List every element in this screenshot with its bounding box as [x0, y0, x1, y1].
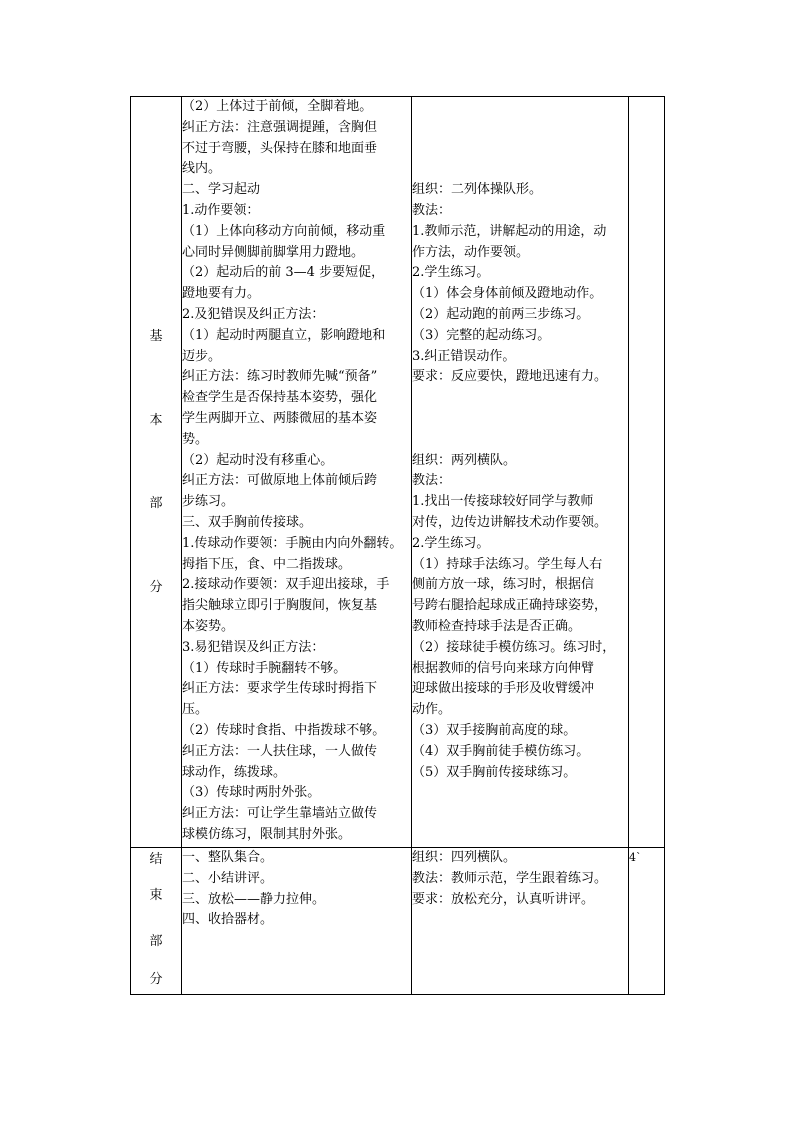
organization-line: （3）双手接胸前高度的球。: [412, 722, 577, 738]
content-line: （2）传球时食指、中指拨球不够。: [182, 722, 386, 738]
content-line: 一、整队集合。: [182, 850, 274, 865]
organization-line: 动作。: [412, 702, 452, 718]
organization-line: （2）起动跑的前两三步练习。: [412, 306, 590, 322]
content-line: 纠正方法：练习时教师先喊“预备”: [182, 369, 378, 385]
content-line: （2）起动时没有移重心。: [182, 452, 334, 468]
ending-org-lines: [412, 848, 628, 910]
content-line: 纠正方法：一人扶住球，一人做传: [182, 743, 378, 759]
basic-content-lines: [182, 97, 411, 846]
ending-section-char-4: 分: [149, 972, 163, 987]
organization-line: 教法：: [412, 473, 452, 489]
content-line: 四、收拾器材。: [182, 912, 274, 928]
ending-section-row: [131, 848, 665, 995]
content-line: （1）起动时两腿直立，影响蹬地和: [182, 327, 386, 343]
content-line: 势。: [182, 431, 209, 447]
basic-section-row: [131, 97, 665, 848]
organization-line: （3）完整的起动练习。: [412, 327, 551, 343]
basic-org-block-startup: [412, 180, 628, 388]
basic-section-char-4: 分: [149, 580, 163, 595]
organization-line: 组织：四列横队。: [412, 850, 517, 865]
ending-section-label-cell: [131, 848, 182, 995]
content-line: 3.易犯错误及纠正方法：: [182, 639, 325, 655]
organization-line: 教法：教师示范，学生跟着练习。: [412, 870, 608, 886]
content-line: 球模仿练习，限制其肘外张。: [182, 826, 352, 842]
content-line: （1）上体向移动方向前倾，移动重: [182, 223, 386, 239]
ending-content-lines: [182, 848, 411, 931]
organization-line: （1）体会身体前倾及蹬地动作。: [412, 286, 603, 302]
organization-line: 根据教师的信号向来球方向伸臂: [412, 660, 595, 676]
ending-time-cell: 4`: [629, 848, 665, 995]
organization-line: 要求：放松充分，认真听讲评。: [412, 891, 595, 907]
ending-organization-cell: [412, 848, 629, 995]
organization-line: 组织：二列体操队形。: [412, 182, 543, 198]
content-line: 线内。: [182, 161, 222, 177]
organization-line: 号跨右腿拾起球成正确持球姿势，: [412, 598, 608, 614]
content-line: （3）传球时两肘外张。: [182, 785, 321, 801]
organization-line: 迎球做出接球的手形及收臂缓冲: [412, 681, 595, 697]
organization-line: 2.学生练习。: [412, 535, 490, 551]
basic-section-char-3: 部: [149, 496, 163, 511]
content-line: 指尖触球立即引于胸腹间，恢复基: [182, 598, 378, 614]
content-line: 1.动作要领：: [182, 202, 260, 218]
organization-line: 侧前方放一球，练习时，根据信: [412, 577, 595, 593]
content-line: 拇指下压，食、中二指拨球。: [182, 556, 352, 572]
content-line: 球动作，练拨球。: [182, 764, 287, 780]
organization-line: 3.纠正错误动作。: [412, 348, 516, 364]
content-line: 纠正方法：注意强调提踵，含胸但: [182, 119, 378, 135]
content-line: 本姿势。: [182, 618, 235, 634]
content-line: 二、学习起动: [182, 182, 261, 198]
content-line: 不过于弯腰，头保持在膝和地面垂: [182, 140, 378, 156]
lesson-plan-table: [130, 96, 665, 995]
organization-line: （1）持球手法练习。学生每人右: [412, 556, 603, 572]
content-line: 纠正方法：可让学生靠墙站立做传: [182, 806, 378, 822]
content-line: 纠正方法：可做原地上体前倾后跨: [182, 473, 378, 489]
content-line: 心同时异侧脚前脚掌用力蹬地。: [182, 244, 365, 260]
content-line: 二、小结讲评。: [182, 870, 274, 886]
basic-time-cell: [629, 97, 665, 848]
content-line: 三、双手胸前传接球。: [182, 514, 313, 530]
basic-section-label-cell: [131, 97, 182, 848]
organization-line: （4）双手胸前徒手模仿练习。: [412, 743, 590, 759]
content-line: 纠正方法：要求学生传球时拇指下: [182, 681, 378, 697]
content-line: （1）传球时手腕翻转不够。: [182, 660, 347, 676]
content-line: 2.接球动作要领：双手迎出接球，手: [182, 577, 390, 593]
organization-line: 要求：反应要快，蹬地迅速有力。: [412, 369, 608, 385]
content-line: 压。: [182, 702, 209, 718]
content-line: 三、放松——静力拉伸。: [182, 891, 326, 907]
ending-section-char-1: 结: [149, 852, 163, 867]
ending-section-char-3: 部: [149, 934, 163, 949]
organization-line: 教法：: [412, 202, 452, 218]
organization-line: 2.学生练习。: [412, 265, 490, 281]
ending-section-char-2: 束: [149, 888, 163, 903]
organization-line: （2）接球徒手模仿练习。练习时，: [412, 639, 616, 655]
basic-section-char-1: 基: [149, 329, 163, 344]
content-line: 检查学生是否保持基本姿势，强化: [182, 390, 378, 406]
basic-organization-cell: [412, 97, 629, 848]
organization-line: （5）双手胸前传接球练习。: [412, 764, 577, 780]
content-line: 迈步。: [182, 348, 222, 364]
organization-line: 组织：两列横队。: [412, 452, 517, 468]
ending-content-cell: [182, 848, 412, 995]
organization-line: 对传，边传边讲解技术动作要领。: [412, 514, 608, 530]
organization-line: 1.找出一传接球较好同学与教师: [412, 494, 594, 510]
basic-content-cell: [182, 97, 412, 848]
content-line: 2.及犯错误及纠正方法：: [182, 306, 325, 322]
basic-org-block-passing: [412, 451, 628, 784]
basic-section-char-2: 本: [149, 413, 163, 428]
content-line: （2）上体过于前倾，全脚着地。: [182, 99, 373, 114]
organization-line: 1.教师示范，讲解起动的用途，动: [412, 223, 607, 239]
content-line: （2）起动后的前 3—4 步要短促，: [182, 265, 385, 281]
content-line: 学生两脚开立、两膝微屈的基本姿: [182, 410, 378, 426]
content-line: 步练习。: [182, 494, 235, 510]
organization-line: 教师检查持球手法是否正确。: [412, 618, 582, 634]
content-line: 1.传球动作要领：手腕由内向外翻转。: [182, 535, 403, 551]
content-line: 蹬地要有力。: [182, 286, 261, 302]
organization-line: 作方法，动作要领。: [412, 244, 530, 260]
